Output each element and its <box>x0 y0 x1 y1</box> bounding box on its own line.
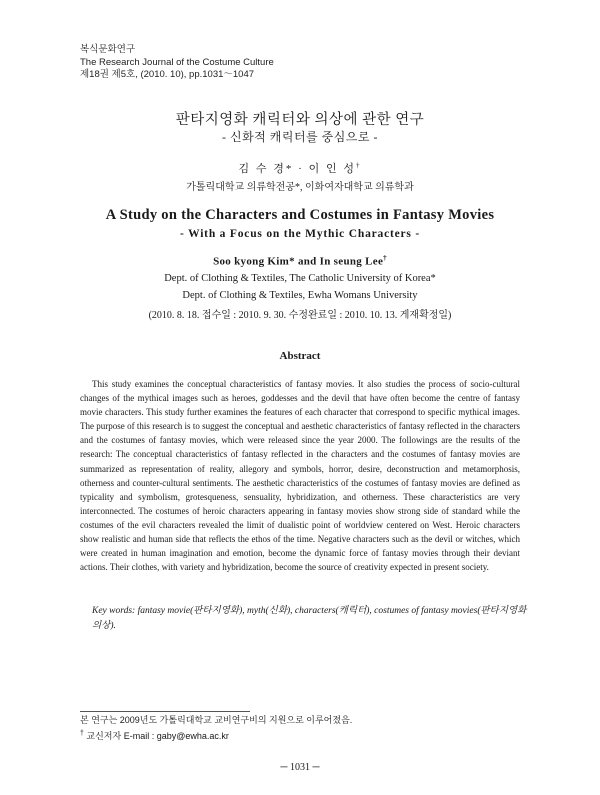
footnote-divider <box>80 711 250 712</box>
authors-kr <box>0 160 600 176</box>
abstract-body: This study examines the conceptual characteristics of fantasy movies. It also studies the process of socio-cultural changes of the mythical images such as heroes, goddesses and the devil that have often become the centre of fantasy movie characters. This study further examines the features of each character that correspond to specific mythical images. The purpose of this research is to suggest the conceptual and aesthetic characteristics of fantasy reflected in the characters and the costumes of fantasy movies, which were released since the year 2000. The followings are the results of the research: The conceptual characteristics of fantasy reflected in the characters and the costumes of fantasy movies are summarized as representation of reality, allegory and symbols, horror, desire, deconstruction and metamorphosis, otherness and counter-cultural sentiments. The aesthetic characteristics of the costumes of fantasy movies are defined as typicality and symbolism, grotesqueness, sensuality, hybridization, and otherness. These characteristics are very interconnected. The costumes of heroic characters appearing in fantasy movies show strong side of standard while the costumes of the evil characters revealed the limit of dualistic point of worldview centered on West. Heroic characters show realistic and human side that reflects the ethos of the time. Negative characters such as the devil or witches, which were created in human imagination and emotion, become the dynamic force of fantasy movies through their deviant actions. Their clothes, with variety and hybridization, become the source of creativity expected in present society. <box>80 379 520 573</box>
journal-header <box>80 44 274 82</box>
keywords-list: fantasy movie(판타지영화), myth(신화), characters(캐릭터), costumes of fantasy movies(판타지영화 의상). <box>92 606 527 631</box>
authors-en-names: Soo kyong Kim* and In seung Lee <box>213 255 384 268</box>
affiliation-en-1: Dept. of Clothing & Textiles, The Catholic University of Korea* <box>164 273 436 284</box>
affiliation-kr: 가톨릭대학교 의류학전공*, 이화여자대학교 의류학과 <box>186 182 414 193</box>
footnote-email: 교신저자 E-mail : gaby@ewha.ac.kr <box>86 731 229 741</box>
title-kr: 판타지영화 캐릭터와 의상에 관한 연구 <box>175 112 425 128</box>
page-number: ─ 1031 ─ <box>280 762 320 773</box>
footnotes <box>80 714 352 743</box>
footnote-funding: 본 연구는 2009년도 가톨릭대학교 교비연구비의 지원으로 이루어졌음. <box>80 715 353 725</box>
keywords <box>92 604 532 634</box>
subtitle-kr: - 신화적 캐릭터를 중심으로 - <box>221 130 378 144</box>
corresponding-mark-kr: † <box>355 161 362 170</box>
footnote-correspondence <box>80 727 352 743</box>
journal-name-en: The Research Journal of the Costume Culture <box>80 56 274 68</box>
authors-kr-names: 김 수 경* · 이 인 성 <box>238 163 356 175</box>
submission-dates: (2010. 8. 18. 접수일 : 2010. 9. 30. 수정완료일 : 2010. 10. 13. 게재확정일) <box>148 310 452 321</box>
journal-volume: 제18권 제5호, (2010. 10), pp.1031～1047 <box>80 69 255 80</box>
authors-en <box>0 254 600 268</box>
corresponding-mark-footnote: † <box>80 730 84 737</box>
subtitle-en: - With a Focus on the Mythic Characters - <box>180 228 420 240</box>
corresponding-mark-en: † <box>383 254 387 262</box>
title-en: A Study on the Characters and Costumes in Fantasy Movies <box>105 207 495 223</box>
abstract-heading: Abstract <box>279 350 321 362</box>
affiliation-en-2: Dept. of Clothing & Textiles, Ewha Womans University <box>182 290 418 301</box>
journal-name-kr: 복식문화연구 <box>80 44 136 55</box>
keywords-label: Key words: <box>92 606 136 616</box>
